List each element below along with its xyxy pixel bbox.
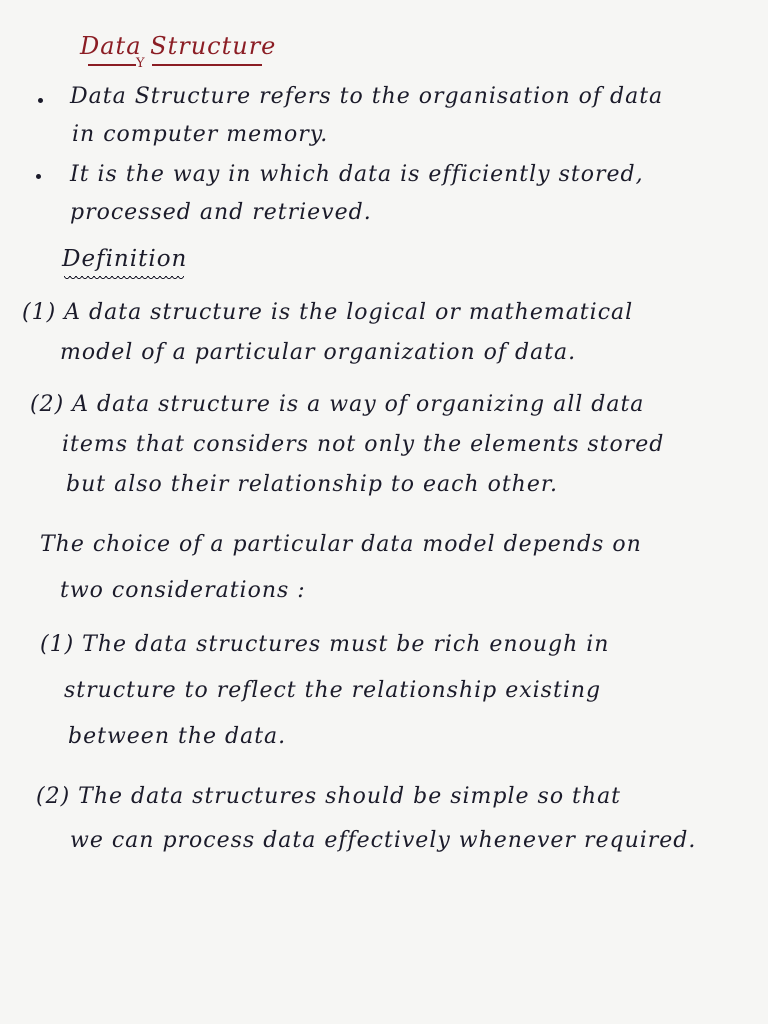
definition-line: items that considers not only the elements stored <box>62 432 665 457</box>
definition-underline <box>64 276 184 282</box>
bullet-line: processed and retrieved. <box>70 200 372 225</box>
bullet-line: in computer memory. <box>72 122 329 147</box>
definition-line: but also their relationship to each other. <box>66 472 558 497</box>
consideration-line: (2) The data structures should be simple so that <box>36 784 622 809</box>
definition-line: (2) A data structure is a way of organizing all data <box>30 392 645 417</box>
bullet-line: Data Structure refers to the organisation of data <box>70 84 664 109</box>
consideration-line: (1) The data structures must be rich enough in <box>40 632 610 657</box>
bullet-dot <box>36 174 41 179</box>
choice-line: two considerations : <box>60 578 306 603</box>
consideration-line: structure to reflect the relationship existing <box>64 678 602 703</box>
bullet-line: It is the way in which data is efficiently stored, <box>70 162 644 187</box>
definition-line: (1) A data structure is the logical or mathematical <box>22 300 634 325</box>
title-underline-right <box>152 64 262 66</box>
consideration-line: between the data. <box>68 724 287 749</box>
title-insert-mark: Y <box>136 56 146 71</box>
choice-line: The choice of a particular data model depends on <box>40 532 642 557</box>
title-underline-left <box>88 64 136 66</box>
consideration-line: we can process data effectively whenever required. <box>70 828 697 853</box>
bullet-dot <box>38 98 43 103</box>
definition-line: model of a particular organization of data. <box>60 340 577 365</box>
definition-heading: Definition <box>62 246 188 272</box>
page-title: Data Structure <box>80 32 277 60</box>
